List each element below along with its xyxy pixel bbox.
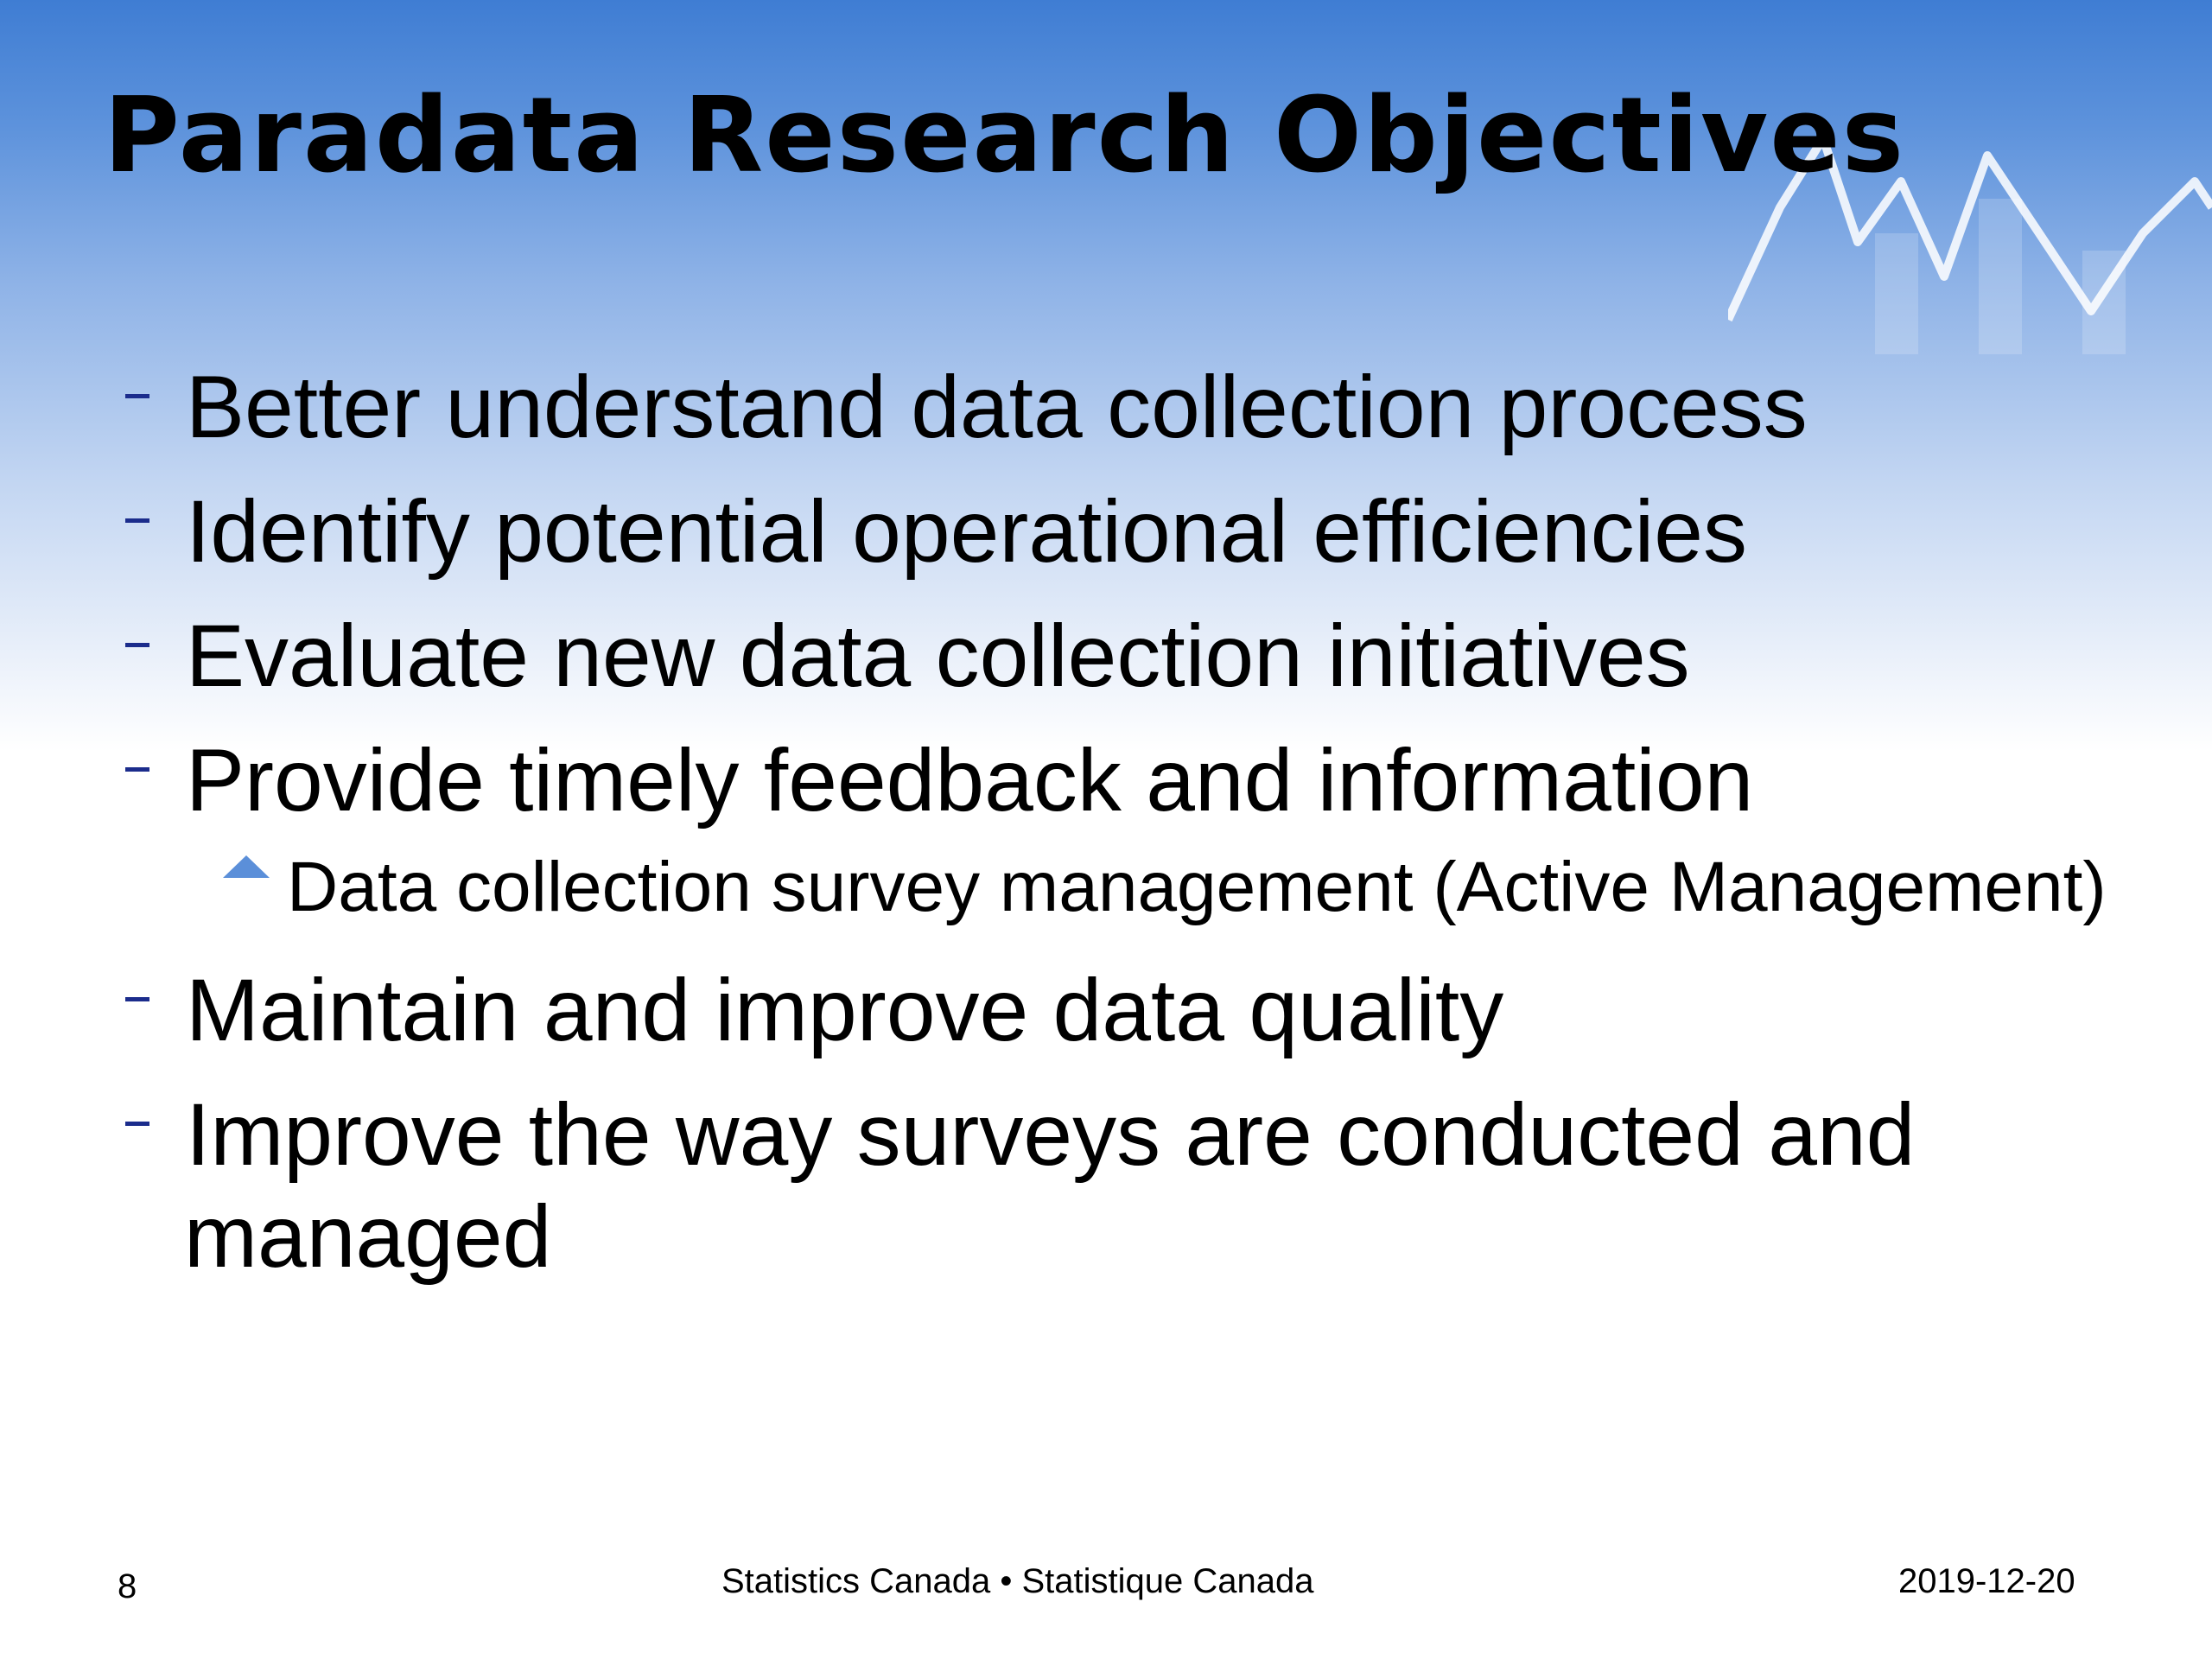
dash-bullet-icon <box>125 394 149 398</box>
bullet-text-continued: managed <box>184 1187 552 1286</box>
dash-bullet-icon <box>125 997 149 1001</box>
bullet-text: Maintain and improve data quality <box>186 961 1504 1059</box>
footer-organization: Statistics Canada • Statistique Canada <box>721 1562 1314 1600</box>
bullet-text: Improve the way surveys are conducted and <box>186 1085 1916 1184</box>
page-number: 8 <box>118 1567 137 1605</box>
bullet-text: Identify potential operational efficiencies <box>186 482 1747 581</box>
bullet-text: Evaluate new data collection initiatives <box>186 607 1690 705</box>
dash-bullet-icon <box>125 643 149 647</box>
footer-date: 2019-12-20 <box>1898 1562 2075 1600</box>
slide-title: Paradata Research Objectives <box>104 76 1906 196</box>
dash-bullet-icon <box>125 518 149 523</box>
triangle-bullet-icon <box>223 855 270 878</box>
dash-bullet-icon <box>125 1122 149 1126</box>
dash-bullet-icon <box>125 767 149 772</box>
bullet-text: Better understand data collection process <box>186 358 1808 456</box>
bullet-text: Provide timely feedback and information <box>186 731 1754 830</box>
sub-bullet-text: Data collection survey management (Active Management) <box>287 848 2107 926</box>
